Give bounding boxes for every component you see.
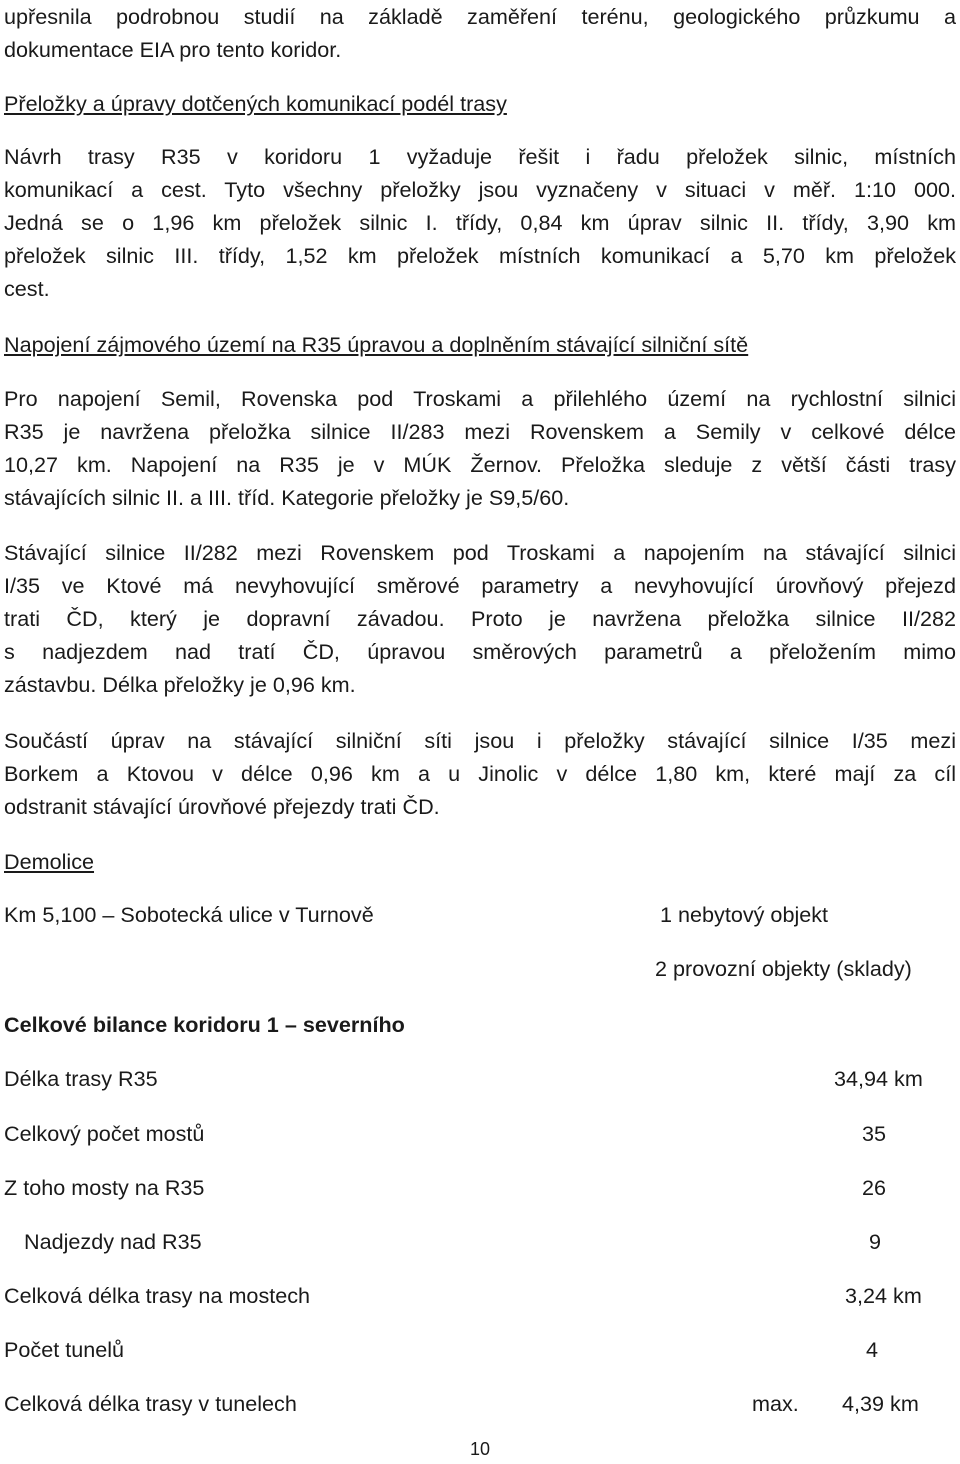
balance-label: Celková délka trasy na mostech <box>4 1283 311 1308</box>
demolition-item: 2 provozní objekty (sklady) <box>655 956 912 981</box>
text-line: trati ČD, který je dopravní závadou. Proto je navržena přeložka silnice II/282 <box>4 606 956 631</box>
text-line: dokumentace EIA pro tento koridor. <box>4 37 342 62</box>
text-line: zástavbu. Délka přeložky je 0,96 km. <box>4 672 356 697</box>
text-line: Součástí úprav na stávající silniční síti jsou i přeložky stávající silnice I/35 mezi <box>4 728 956 753</box>
text-line: upřesnila podrobnou studií na základě zaměření terénu, geologického průzkumu a <box>4 4 956 29</box>
balance-label: Celkový počet mostů <box>4 1121 205 1146</box>
balance-row <box>4 1387 956 1420</box>
balance-row <box>4 1062 956 1095</box>
demolition-row <box>4 952 956 985</box>
section-heading-demolition: Demolice <box>4 849 95 874</box>
balance-value: 26 <box>862 1175 887 1200</box>
balance-row <box>4 1279 956 1312</box>
balance-value: 34,94 km <box>834 1066 923 1091</box>
text-line: Jedná se o 1,96 km přeložek silnic I. třídy, 0,84 km úprav silnic II. třídy, 3,90 km <box>4 210 956 235</box>
text-line: přeložek silnic III. třídy, 1,52 km přeložek místních komunikací a 5,70 km přeložek <box>4 243 956 268</box>
balance-label: Z toho mosty na R35 <box>4 1175 205 1200</box>
connection-paragraph-3 <box>4 724 956 823</box>
connection-paragraph-1 <box>4 382 956 514</box>
intro-paragraph <box>4 0 956 66</box>
relocations-paragraph <box>4 140 956 305</box>
text-line: I/35 ve Ktové má nevyhovující směrové parametry a nevyhovující úrovňový přejezd <box>4 573 956 598</box>
demolition-location: Km 5,100 – Sobotecká ulice v Turnově <box>4 902 374 927</box>
balance-value: 35 <box>862 1121 887 1146</box>
balance-value: 4 <box>866 1337 879 1362</box>
section-heading-connection: Napojení zájmového území na R35 úpravou a doplněním stávající silniční sítě <box>4 332 749 357</box>
balance-label: Počet tunelů <box>4 1337 125 1362</box>
balance-prefix: max. <box>752 1391 799 1416</box>
balance-row <box>4 1171 956 1204</box>
section-heading-balance: Celkové bilance koridoru 1 – severního <box>4 1012 405 1037</box>
balance-value: 3,24 km <box>845 1283 922 1308</box>
balance-row <box>4 1117 956 1150</box>
balance-row <box>4 1333 956 1366</box>
text-line: cest. <box>4 276 50 301</box>
balance-value: 4,39 km <box>842 1391 919 1416</box>
text-line: stávajících silnic II. a III. tříd. Kategorie přeložky je S9,5/60. <box>4 485 570 510</box>
text-line: Borkem a Ktovou v délce 0,96 km a u Jinolic v délce 1,80 km, které mají za cíl <box>4 761 956 786</box>
text-line: komunikací a cest. Tyto všechny přeložky jsou vyznačeny v situaci v měř. 1:10 000. <box>4 177 956 202</box>
text-line: s nadjezdem nad tratí ČD, úpravou směrových parametrů a přeložením mimo <box>4 639 956 664</box>
text-line: Stávající silnice II/282 mezi Rovenskem pod Troskami a napojením na stávající silnici <box>4 540 956 565</box>
text-line: Návrh trasy R35 v koridoru 1 vyžaduje řešit i řadu přeložek silnic, místních <box>4 144 956 169</box>
balance-row <box>4 1225 956 1258</box>
text-line: 10,27 km. Napojení na R35 je v MÚK Žernov. Přeložka sleduje z větší části trasy <box>4 452 956 477</box>
demolition-item: 1 nebytový objekt <box>660 902 829 927</box>
balance-label: Nadjezdy nad R35 <box>24 1229 202 1254</box>
connection-paragraph-2 <box>4 536 956 701</box>
text-line: Pro napojení Semil, Rovenska pod Troskami a přilehlého území na rychlostní silnici <box>4 386 956 411</box>
text-line: odstranit stávající úrovňové přejezdy trati ČD. <box>4 794 440 819</box>
demolition-row <box>4 898 956 931</box>
balance-label: Celková délka trasy v tunelech <box>4 1391 297 1416</box>
balance-value: 9 <box>869 1229 882 1254</box>
balance-label: Délka trasy R35 <box>4 1066 158 1091</box>
page-number: 10 <box>469 1439 491 1459</box>
text-line: R35 je navržena přeložka silnice II/283 mezi Rovenskem a Semily v celkové délce <box>4 419 956 444</box>
section-heading-relocations: Přeložky a úpravy dotčených komunikací podél trasy <box>4 91 507 116</box>
